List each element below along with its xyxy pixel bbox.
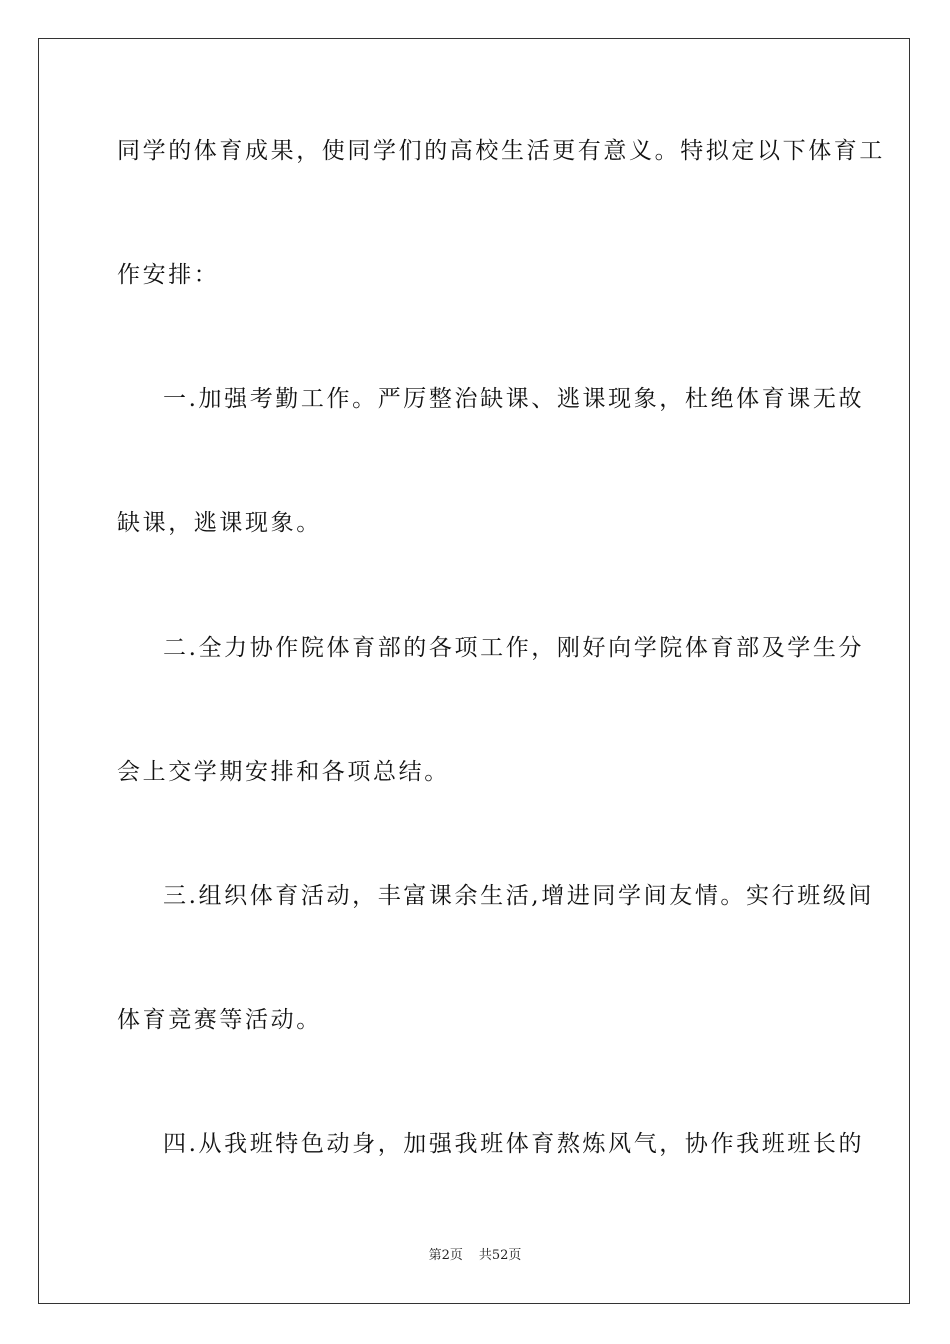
paragraph-line-item-1: 一.加强考勤工作。严厉整治缺课、逃课现象，杜绝体育课无故 [163,386,865,412]
paragraph-line: 体育竞赛等活动。 [117,1007,322,1033]
page-frame [38,38,910,1304]
paragraph-line: 缺课，逃课现象。 [117,510,322,536]
paragraph-line: 同学的体育成果，使同学们的高校生活更有意义。特拟定以下体育工 [117,138,885,164]
paragraph-line-item-3: 三.组织体育活动，丰富课余生活,增进同学间友情。实行班级间 [163,883,875,909]
page-number: 第2页 [428,1248,463,1263]
paragraph-line-item-2: 二.全力协作院体育部的各项工作，刚好向学院体育部及学生分 [163,635,865,661]
paragraph-line-item-4: 四.从我班特色动身，加强我班体育熬炼风气，协作我班班长的 [163,1131,865,1157]
page-footer [0,1247,950,1265]
paragraph-line: 会上交学期安排和各项总结。 [117,759,450,785]
paragraph-line: 作安排： [117,262,220,288]
page-total: 共52页 [478,1248,522,1263]
